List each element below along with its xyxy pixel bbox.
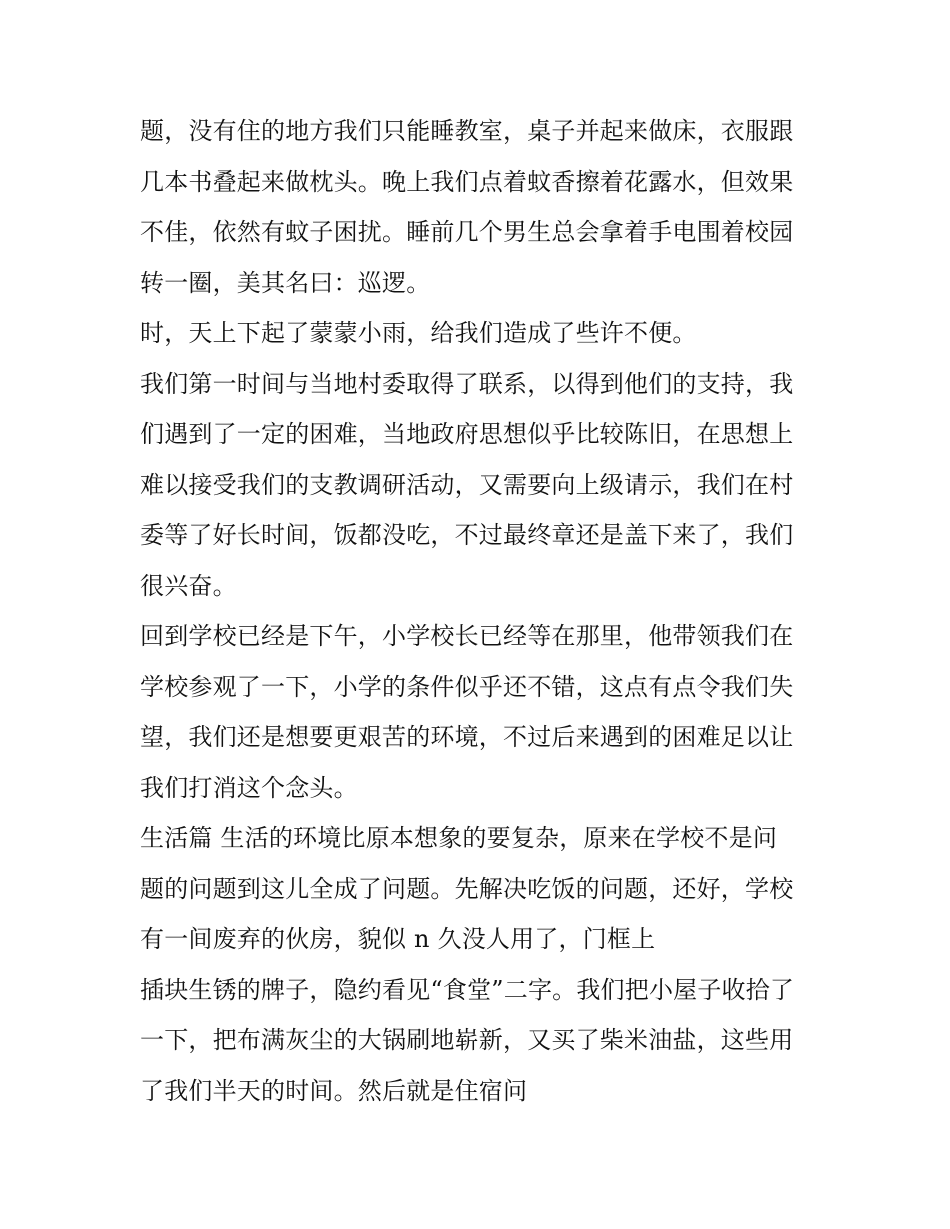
text-line: 很兴奋。 — [140, 571, 237, 600]
text-line: 不佳，依然有蚊子困扰。睡前几个男生总会拿着手电围着校园 — [140, 218, 794, 246]
text-line: 几本书叠起来做枕头。晚上我们点着蚊香擦着花露水，但效果 — [140, 167, 794, 196]
text-line: 回到学校已经是下午，小学校长已经等在那里，他带领我们在 — [140, 622, 794, 650]
text-line: 插块生锈的牌子，隐约看见“食堂”二字。我们把小屋子收拾了 — [140, 975, 795, 1004]
body-text — [140, 106, 820, 1116]
text-line: 有一间废弃的伙房，貌似 n 久没人用了，门框上 — [140, 925, 656, 953]
text-line: 望，我们还是想要更艰苦的环境，不过后来遇到的困难足以让 — [140, 723, 794, 751]
text-line: 我们第一时间与当地村委取得了联系，以得到他们的支持，我 — [140, 369, 794, 398]
text-line: 我们打消这个念头。 — [140, 773, 358, 802]
text-line: 一下，把布满灰尘的大锅刷地崭新，又买了柴米油盐，这些用 — [140, 1026, 794, 1054]
text-line: 难以接受我们的支教调研活动，又需要向上级请示，我们在村 — [140, 470, 794, 499]
text-line: 题，没有住的地方我们只能睡教室，桌子并起来做床，衣服跟 — [140, 117, 794, 145]
text-line: 学校参观了一下，小学的条件似乎还不错，这点有点令我们失 — [140, 672, 794, 701]
text-line: 们遇到了一定的困难，当地政府思想似乎比较陈旧，在思想上 — [140, 420, 794, 448]
text-line: 时，天上下起了蒙蒙小雨，给我们造成了些许不便。 — [140, 319, 697, 347]
text-line: 委等了好长时间，饭都没吃，不过最终章还是盖下来了，我们 — [140, 521, 794, 549]
text-line: 转一圈，美其名曰：巡逻。 — [140, 268, 431, 297]
text-line: 题的问题到这儿全成了问题。先解决吃饭的问题，还好，学校 — [140, 874, 794, 903]
text-line: 生活篇 生活的环境比原本想象的要复杂，原来在学校不是问 — [140, 824, 778, 852]
text-line: 了我们半天的时间。然后就是住宿问 — [140, 1076, 528, 1105]
